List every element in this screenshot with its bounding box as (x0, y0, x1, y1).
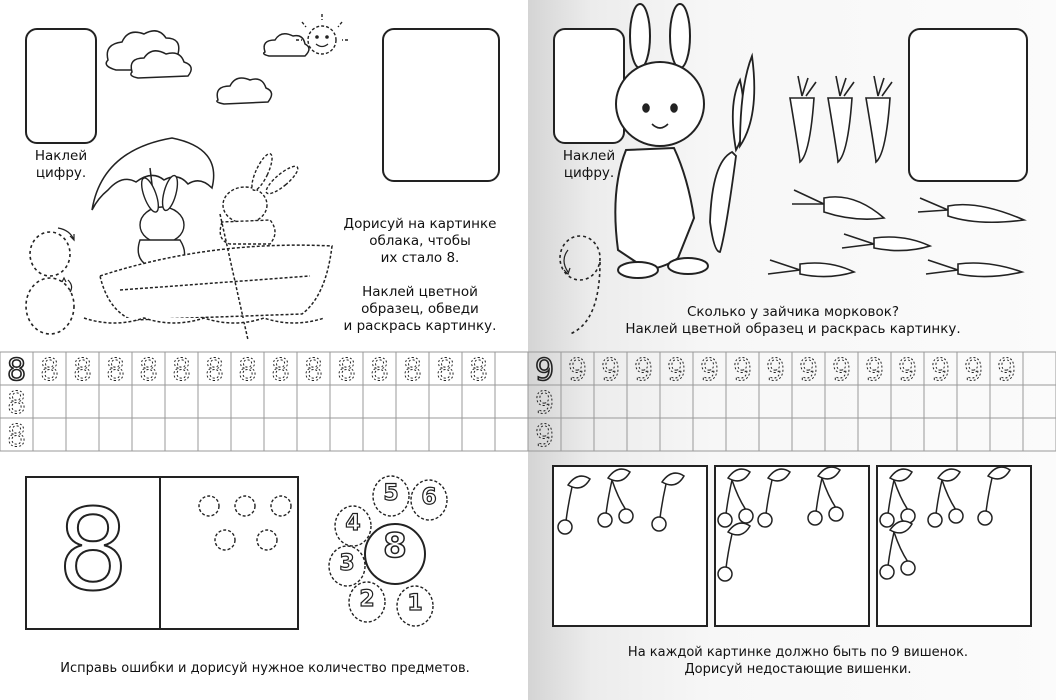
cherry-icon (528, 0, 1056, 700)
instruction-sticker: Наклей цветной образец, обведи и раскрась картинку. (343, 284, 497, 334)
right-page (528, 0, 1056, 700)
cherry-icon (718, 469, 753, 527)
practice-digit: 9 (534, 386, 555, 421)
practice-digit: 9 (699, 353, 720, 388)
practice-digit: 8 (237, 353, 258, 388)
bunny-icon (220, 151, 301, 244)
practice-digit: 9 (831, 353, 852, 388)
sticker-label: Наклей цифру. (34, 148, 88, 181)
cherry-icon (558, 476, 590, 534)
practice-digit: 8 (105, 353, 126, 388)
practice-digit: 8 (6, 386, 27, 421)
flower-petal: 3 (339, 551, 355, 576)
practice-digit: 9 (666, 353, 687, 388)
sticker-label: Наклей цифру. (562, 148, 616, 181)
practice-digit: 9 (567, 353, 588, 388)
practice-digit: 8 (369, 353, 390, 388)
cherry-icon (652, 473, 684, 531)
cherry-icon (978, 467, 1010, 525)
practice-digit: 8 (171, 353, 192, 388)
bunny-icon (138, 174, 184, 266)
practice-digit: 9 (996, 353, 1017, 388)
flower-petal: 5 (383, 481, 399, 506)
cherry-icon (880, 521, 915, 579)
practice-digit: 9 (963, 353, 984, 388)
practice-digit: 8 (303, 353, 324, 388)
practice-digit: 9 (930, 353, 951, 388)
practice-digit: 8 (336, 353, 357, 388)
practice-digit: 9 (732, 353, 753, 388)
practice-digit: 9 (534, 353, 555, 388)
practice-digit: 8 (402, 353, 423, 388)
cloud-icon (106, 31, 309, 104)
cherry-icon (758, 469, 790, 527)
practice-digit: 9 (633, 353, 654, 388)
instruction-clouds: Дорисуй на картинке облака, чтобы их стало 8. (343, 216, 497, 266)
practice-digit: 8 (270, 353, 291, 388)
boat-icon (84, 214, 332, 340)
practice-grid-left (0, 352, 528, 452)
card-digit: 8 (57, 486, 129, 616)
dotted-circles (161, 478, 297, 628)
flower-petal: 1 (407, 591, 423, 616)
practice-digit: 8 (6, 353, 27, 388)
flower-petal: 6 (421, 485, 437, 510)
practice-digit: 9 (864, 353, 885, 388)
question: Сколько у зайчика морковок? Наклей цветной образец и раскрась картинку. (625, 304, 961, 337)
bottom-instruction: Исправь ошибки и дорисуй нужное количество предметов. (60, 661, 470, 676)
practice-digit: 8 (468, 353, 489, 388)
practice-digit: 9 (765, 353, 786, 388)
grid-lines (0, 352, 528, 452)
practice-digit: 8 (204, 353, 225, 388)
practice-digit: 9 (798, 353, 819, 388)
flower-petal: 4 (345, 511, 361, 536)
practice-digit: 8 (6, 419, 27, 454)
flower-center-digit: 8 (383, 526, 407, 566)
flower-petal: 2 (359, 587, 375, 612)
bottom-instruction: На каждой картинке должно быть по 9 вишенок. Дорисуй недостающие вишенки. (627, 645, 969, 677)
practice-digit: 8 (138, 353, 159, 388)
cherry-icon (880, 469, 915, 527)
cherry-icon (808, 467, 843, 525)
practice-digit: 9 (600, 353, 621, 388)
cherry-icon (718, 523, 750, 581)
traced-digit-icon (26, 232, 74, 334)
practice-digit: 8 (435, 353, 456, 388)
practice-digit: 8 (72, 353, 93, 388)
practice-digit: 8 (39, 353, 60, 388)
cherry-icon (928, 469, 963, 527)
cherry-icon (598, 469, 633, 527)
practice-digit: 9 (534, 419, 555, 454)
number-card (25, 476, 299, 630)
practice-digit: 9 (897, 353, 918, 388)
